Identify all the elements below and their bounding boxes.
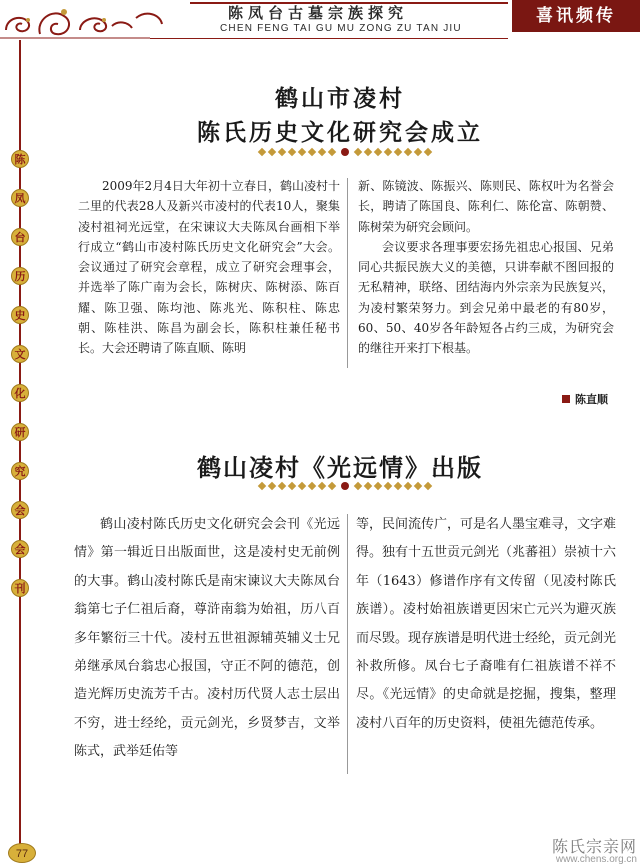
column-title-char: 会 [11, 501, 29, 519]
article1-paragraph: 新、陈镜波、陈振兴、陈则民、陈权叶为名誉会长，聘请了陈国良、陈利仁、陈伦富、陈朝赞、陈树荣为研究会顾问。 [358, 179, 614, 234]
diamond-icon [268, 482, 276, 490]
page-number: 77 [8, 843, 36, 863]
diamond-icon [354, 148, 362, 156]
diamond-icon [278, 482, 286, 490]
column-title-char: 陈 [11, 150, 29, 168]
author-name: 陈直顺 [575, 393, 608, 406]
diamond-icon [268, 148, 276, 156]
diamond-icon [328, 482, 336, 490]
diamond-icon [328, 148, 336, 156]
article2-paragraph: 等，民间流传广，可是名人墨宝难寻，文字难得。独有十五世贡元剑光（兆蕃祖）崇祯十六年（1643）修谱作序有文传留（见凌村陈氏族谱）。凌村始祖族谱更因宋亡元兴为避灭族而尽毁。现存族谱是明代进士经纶，贡元剑光补救所修。凤台七子裔唯有仁祖族谱不祥不尽。《光远情》的史命就是挖掘，搜集，整理凌村八百年的历史资料，使祖先德范传承。 [356, 517, 617, 731]
ornamental-divider [230, 148, 460, 156]
dot-icon [341, 482, 349, 490]
diamond-icon [258, 482, 266, 490]
article1-title-line1: 鹤山市凌村 [275, 86, 405, 112]
diamond-icon [404, 148, 412, 156]
diamond-icon [308, 148, 316, 156]
column-divider [347, 178, 348, 368]
diamond-icon [278, 148, 286, 156]
square-bullet-icon [562, 395, 570, 403]
column-title-char: 究 [11, 462, 29, 480]
diamond-icon [374, 148, 382, 156]
column-title-char: 凤 [11, 189, 29, 207]
diamond-icon [394, 148, 402, 156]
column-title-char: 文 [11, 345, 29, 363]
diamond-icon [414, 482, 422, 490]
diamond-icon [298, 148, 306, 156]
diamond-icon [384, 148, 392, 156]
article2-title: 鹤山凌村《光远情》出版 [197, 454, 483, 482]
vertical-column-title [11, 150, 29, 618]
diamond-icon [364, 148, 372, 156]
diamond-icon [364, 482, 372, 490]
diamond-icon [414, 148, 422, 156]
diamond-icon [424, 482, 432, 490]
column-title-char: 研 [11, 423, 29, 441]
diamond-icon [424, 148, 432, 156]
auspicious-cloud-icon [0, 0, 200, 40]
column-title-char: 刊 [11, 579, 29, 597]
column-title-char: 会 [11, 540, 29, 558]
header-title: 陈凤台古墓宗族探究 [228, 4, 409, 22]
article2-paragraph: 鹤山凌村陈氏历史文化研究会会刊《光远情》第一辑近日出版面世，这是凌村史无前例的大事。鹤山凌村陈氏是南宋谏议大夫陈凤台翁第七子仁祖后裔，尊浒南翁为始祖，历八百多年繁衍三十代。凌村五世祖源辅英辅义士兄弟继承凤台翁忠心报国，守正不阿的德范，创造光辉历史流芳千古。凌村历代贤人志士层出不穷，进士经纶，贡元剑光，乡贤梦吉，文举陈式，武举廷佑等 [74, 517, 340, 760]
diamond-icon [288, 148, 296, 156]
diamond-icon [308, 482, 316, 490]
article2-right-column [356, 511, 616, 738]
article1-right-column [358, 176, 614, 359]
diamond-icon [374, 482, 382, 490]
article1-author [562, 391, 632, 407]
diamond-icon [258, 148, 266, 156]
article1-title-line2: 陈氏历史文化研究会成立 [197, 120, 483, 146]
section-tab: 喜讯频传 [512, 0, 640, 32]
watermark-brand: 陈氏宗亲网 [551, 837, 637, 856]
dot-icon [341, 148, 349, 156]
column-divider [347, 514, 348, 774]
watermark-url: www.chens.org.cn [555, 854, 637, 865]
diamond-icon [384, 482, 392, 490]
article1-paragraph: 会议要求各理事要宏扬先祖忠心报国、兄弟同心共振民族大义的美德，只讲奉献不图回报的无私精神，联络、团结海内外宗亲为民族复兴，为凌村繁荣努力。到会兄弟中最老的有80岁，60、50、40岁各年龄短各占约三成，为研究会的继往开来打下根基。 [358, 239, 614, 356]
diamond-icon [394, 482, 402, 490]
diamond-icon [298, 482, 306, 490]
column-title-char: 台 [11, 228, 29, 246]
header-pinyin: CHEN FENG TAI GU MU ZONG ZU TAN JIU [220, 23, 462, 34]
article2-left-column [74, 511, 340, 767]
diamond-icon [354, 482, 362, 490]
diamond-icon [318, 148, 326, 156]
article1-paragraph: 2009年2月4日大年初十立春日，鹤山凌村十二里的代表28人及新兴市凌村的代表10人，聚集凌村祖祠光远堂，在宋谏议大夫陈凤台画相下举行成立“鹤山市凌村陈氏历史文化研究会”大会。会议通过了研究会章程，成立了研究会理事会，并选举了陈广南为会长，陈树庆、陈树添、陈百耀、陈卫强、陈均池、陈兆光、陈积柱、陈忠朝、陈桂洪、陈昌为副会长，陈积柱兼任秘书长。大会还聘请了陈直顺、陈明 [78, 179, 340, 356]
ornamental-divider [230, 482, 460, 490]
column-title-char: 史 [11, 306, 29, 324]
column-title-char: 化 [11, 384, 29, 402]
article1-left-column [78, 176, 340, 359]
page-header [0, 0, 640, 40]
header-bottom-rule [150, 38, 508, 39]
column-title-char: 历 [11, 267, 29, 285]
diamond-icon [318, 482, 326, 490]
diamond-icon [288, 482, 296, 490]
diamond-icon [404, 482, 412, 490]
